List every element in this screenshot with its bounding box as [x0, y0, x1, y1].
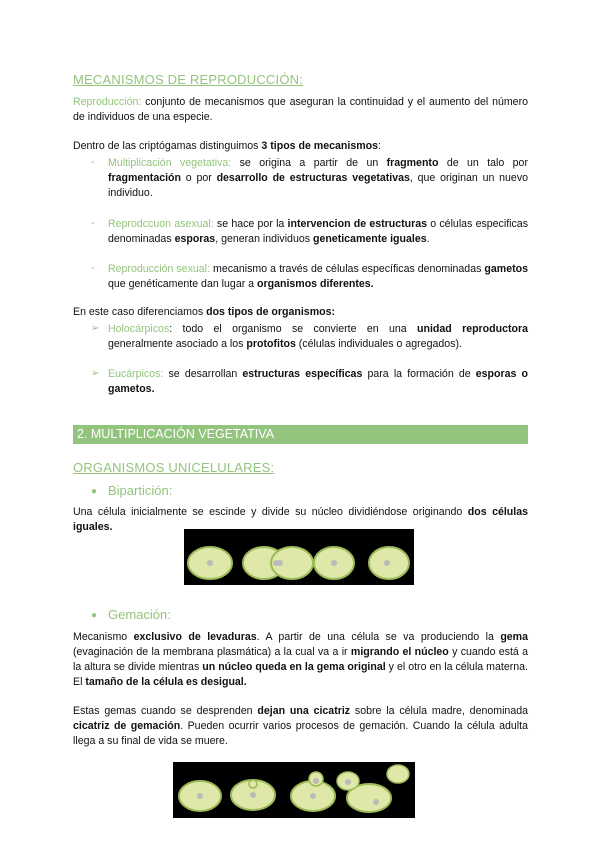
biparticion-diagram — [184, 529, 414, 585]
section-title-mecanismos: MECANISMOS DE REPRODUCCIÓN: — [73, 72, 304, 87]
subtitle-unicelulares: ORGANISMOS UNICELULARES: — [73, 460, 275, 475]
gemacion-paragraph-1: Mecanismo exclusivo de levaduras. A partir de una célula se va produciendo la gema (evaginación de la membrana plasmática) a la cual va a ir migrando el núcleo y cuando está a la altura se divide mientras un núcleo queda en la gema original y el otro en la célula materna. El tamaño de la célula es desigual. — [73, 631, 529, 688]
organisms-intro: En este caso diferenciamos dos tipos de organismos: — [73, 306, 335, 318]
dash-bullet: - — [91, 262, 95, 274]
round-bullet-icon: ● — [91, 486, 98, 497]
round-bullet-icon: ● — [91, 610, 98, 621]
definition-paragraph — [73, 95, 528, 125]
dash-bullet: - — [91, 156, 95, 168]
definition-text: conjunto de mecanismos que aseguran la continuidad y el aumento del número de individuos de una especie. — [73, 96, 528, 123]
arrow-bullet-icon: ➢ — [91, 368, 100, 379]
biparticion-paragraph: Una célula inicialmente se escinde y divide su núcleo dividiéndose originando dos células iguales. — [73, 506, 529, 533]
list-item-holocarpicos: Holocárpicos: todo el organismo se convierte en una unidad reproductora generalmente asociado a los protofitos (células individuales o agregados). — [108, 323, 529, 350]
title-biparticion: Bipartición: — [108, 483, 173, 498]
intro-paragraph: Dentro de las criptógamas distinguimos 3 tipos de mecanismos: — [73, 140, 381, 152]
gemacion-diagram — [173, 762, 415, 818]
arrow-bullet-icon: ➢ — [91, 323, 100, 334]
list-item-sexual: Reproducción sexual: mecanismo a través de células específicas denominadas gametos que genéticamente dan lugar a organismos diferentes. — [108, 263, 528, 290]
dash-bullet: - — [91, 217, 95, 229]
section-bar-multiplicacion: 2. MULTIPLICACIÓN VEGETATIVA — [73, 425, 528, 444]
gemacion-paragraph-2: Estas gemas cuando se desprenden dejan una cicatriz sobre la célula madre, denominada cicatriz de gemación. Pueden ocurrir varios procesos de gemación. Cuando la célula adulta llega a su final de vida se muere. — [73, 705, 528, 747]
title-gemacion: Gemación: — [108, 607, 171, 622]
definition-term: Reproducción: — [73, 96, 142, 108]
list-item-eucarpicos: Eucárpicos: se desarrollan estructuras específicas para la formación de esporas o gametos. — [108, 368, 529, 395]
list-item-asexual: Reprodccuon asexual: se hace por la intervencion de estructuras o células especificas denominadas esporas, generan individuos geneticamente iguales. — [108, 218, 528, 245]
list-item-vegetativa: Multiplicación vegetativa: se origina a partir de un fragmento de un talo por fragmentación o por desarrollo de estructuras vegetativas, que originan un nuevo individuo. — [108, 157, 529, 199]
